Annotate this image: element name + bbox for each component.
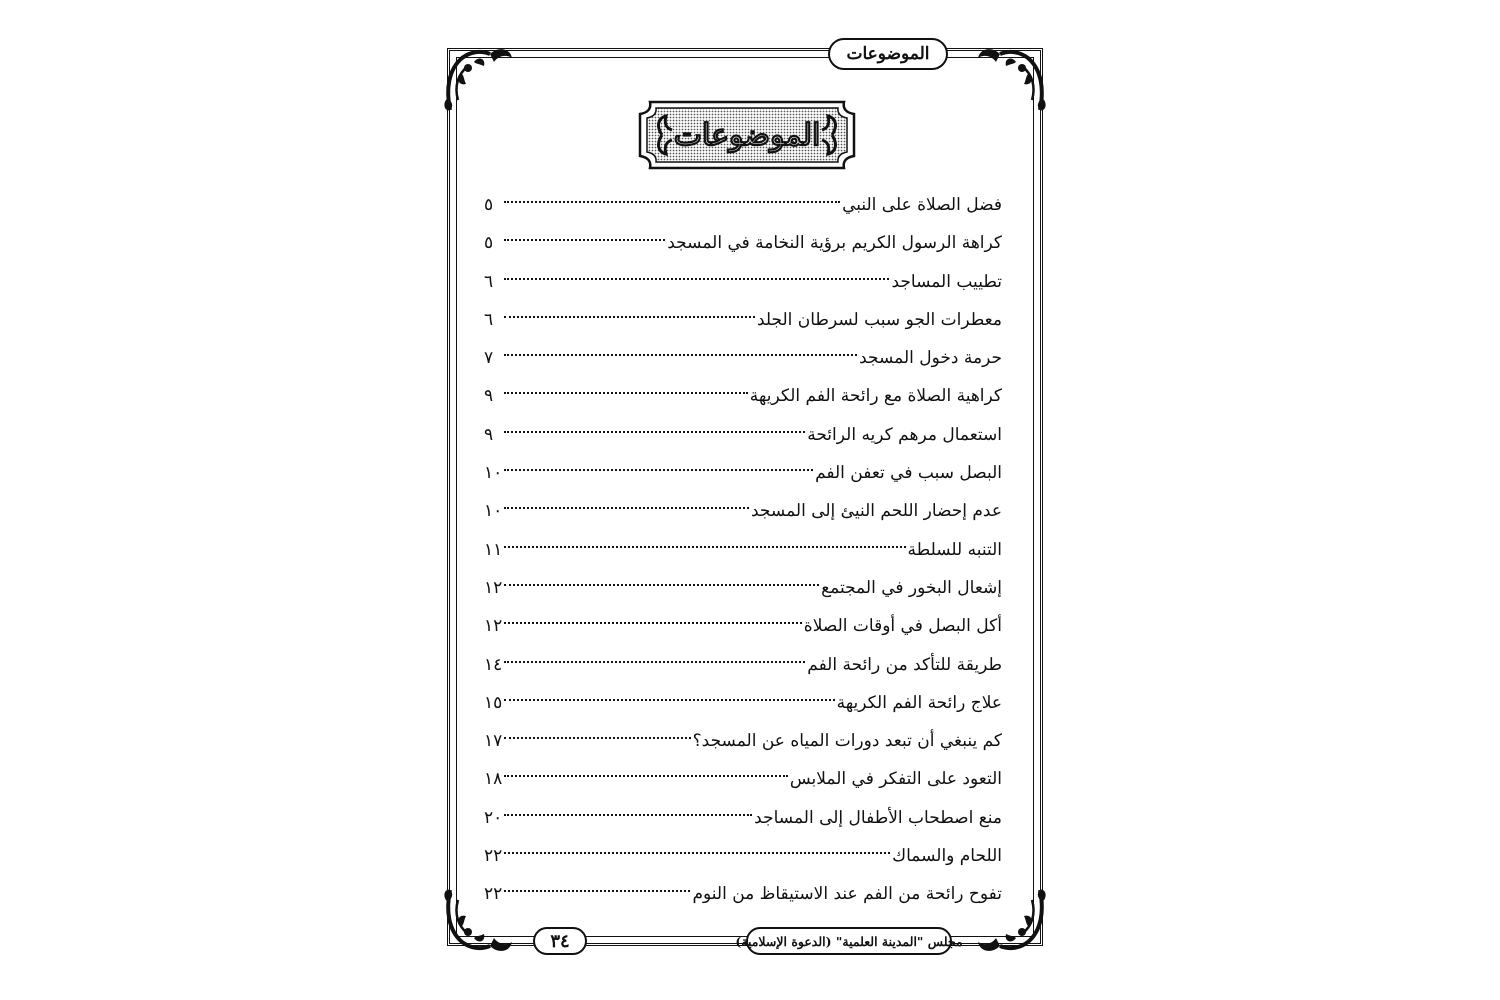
toc-entry-page: ١٧ <box>484 731 503 752</box>
publisher-name: مجلس "المدينة العلمية" (الدعوة الإسلامية) <box>735 933 963 949</box>
toc-entry <box>484 224 1002 262</box>
toc-leader-dots <box>504 239 665 241</box>
toc-entry-title: تطييب المساجد <box>891 271 1002 292</box>
toc-leader-dots <box>504 890 690 892</box>
toc-entry-title: فضل الصلاة على النبي <box>842 195 1002 215</box>
toc-leader-dots <box>504 431 805 433</box>
toc-entry-page: ٥ <box>484 195 494 215</box>
toc-entry-page: ٩ <box>484 386 494 407</box>
toc-entry-title: اللحام والسماك <box>892 846 1002 867</box>
toc-entry <box>484 722 1002 760</box>
toc-entry-title: أكل البصل في أوقات الصلاة <box>803 616 1002 637</box>
corner-ornament-icon <box>440 40 520 120</box>
toc-leader-dots <box>504 392 748 394</box>
toc-entry <box>484 301 1002 339</box>
toc-leader-dots <box>504 622 802 624</box>
toc-leader-dots <box>504 775 788 777</box>
toc-entry-page: ٢٢ <box>484 846 503 867</box>
toc-entry-title: التنبه للسلطة <box>907 539 1002 560</box>
toc-entry-page: ٦ <box>484 309 494 330</box>
toc-entry <box>484 875 1002 913</box>
page-number: ٣٤ <box>550 930 570 952</box>
toc-leader-dots <box>504 852 890 854</box>
toc-entry-title: علاج رائحة الفم الكريهة <box>836 692 1002 713</box>
toc-entry <box>484 684 1002 722</box>
title-cartouche <box>636 98 858 172</box>
page-number-badge <box>533 927 587 955</box>
toc-leader-dots <box>504 316 755 318</box>
toc-list <box>484 186 1002 914</box>
toc-entry <box>484 607 1002 645</box>
toc-entry <box>484 416 1002 454</box>
toc-leader-dots <box>504 469 813 471</box>
publisher-badge <box>735 927 963 955</box>
toc-entry-page: ٢٢ <box>484 884 503 905</box>
toc-leader-dots <box>504 354 857 356</box>
toc-entry-page: ١١ <box>484 539 503 560</box>
toc-leader-dots <box>504 737 690 739</box>
toc-leader-dots <box>504 661 805 663</box>
toc-entry-title: استعمال مرهم كريه الرائحة <box>807 424 1002 445</box>
toc-entry-page: ١٨ <box>484 769 503 790</box>
toc-entry <box>484 377 1002 415</box>
toc-entry <box>484 492 1002 530</box>
toc-entry-title: طريقة للتأكد من رائحة الفم <box>807 654 1002 675</box>
page-title: الموضوعات <box>673 117 821 153</box>
toc-leader-dots <box>504 507 749 509</box>
toc-entry <box>484 646 1002 684</box>
toc-entry-title: كم ينبغي أن تبعد دورات المياه عن المسجد؟ <box>692 731 1002 752</box>
toc-entry-title: عدم إحضار اللحم النيئ إلى المسجد <box>751 501 1002 522</box>
toc-entry-page: ١٢ <box>484 616 503 637</box>
toc-leader-dots <box>504 814 752 816</box>
toc-entry-page: ١٥ <box>484 692 503 713</box>
toc-entry-page: ١٤ <box>484 654 503 675</box>
running-header-label: الموضوعات <box>846 44 930 64</box>
toc-entry <box>484 569 1002 607</box>
toc-entry-page: ١٢ <box>484 577 503 598</box>
toc-entry <box>484 799 1002 837</box>
toc-entry <box>484 454 1002 492</box>
toc-entry-page: ١٠ <box>484 501 503 522</box>
toc-entry-title: كراهة الرسول الكريم برؤية النخامة في المسجد <box>667 233 1002 254</box>
toc-entry <box>484 339 1002 377</box>
toc-leader-dots <box>504 278 889 280</box>
toc-leader-dots <box>504 584 819 586</box>
toc-entry-title: إشعال البخور في المجتمع <box>821 577 1002 598</box>
toc-entry-title: منع اصطحاب الأطفال إلى المساجد <box>754 807 1002 828</box>
running-header <box>828 38 948 70</box>
toc-entry-title: البصل سبب في تعفن الفم <box>815 463 1002 484</box>
toc-entry <box>484 760 1002 798</box>
toc-leader-dots <box>504 201 840 203</box>
toc-entry-title: تفوح رائحة من الفم عند الاستيقاظ من النوم <box>692 884 1002 905</box>
toc-entry-page: ٢٠ <box>484 807 503 828</box>
toc-entry <box>484 837 1002 875</box>
toc-leader-dots <box>504 546 905 548</box>
toc-entry <box>484 531 1002 569</box>
toc-entry <box>484 263 1002 301</box>
toc-entry <box>484 186 1002 224</box>
corner-ornament-icon <box>970 40 1050 120</box>
toc-leader-dots <box>504 699 834 701</box>
toc-entry-page: ٥ <box>484 233 494 254</box>
toc-entry-title: معطرات الجو سبب لسرطان الجلد <box>756 309 1002 330</box>
toc-entry-page: ٦ <box>484 271 494 292</box>
toc-entry-title: كراهية الصلاة مع رائحة الفم الكريهة <box>749 386 1002 407</box>
toc-entry-page: ١٠ <box>484 463 503 484</box>
toc-entry-page: ٩ <box>484 424 494 445</box>
toc-entry-title: التعود على التفكر في الملابس <box>789 769 1002 790</box>
toc-entry-title: حرمة دخول المسجد <box>859 348 1002 369</box>
toc-entry-page: ٧ <box>484 348 494 369</box>
